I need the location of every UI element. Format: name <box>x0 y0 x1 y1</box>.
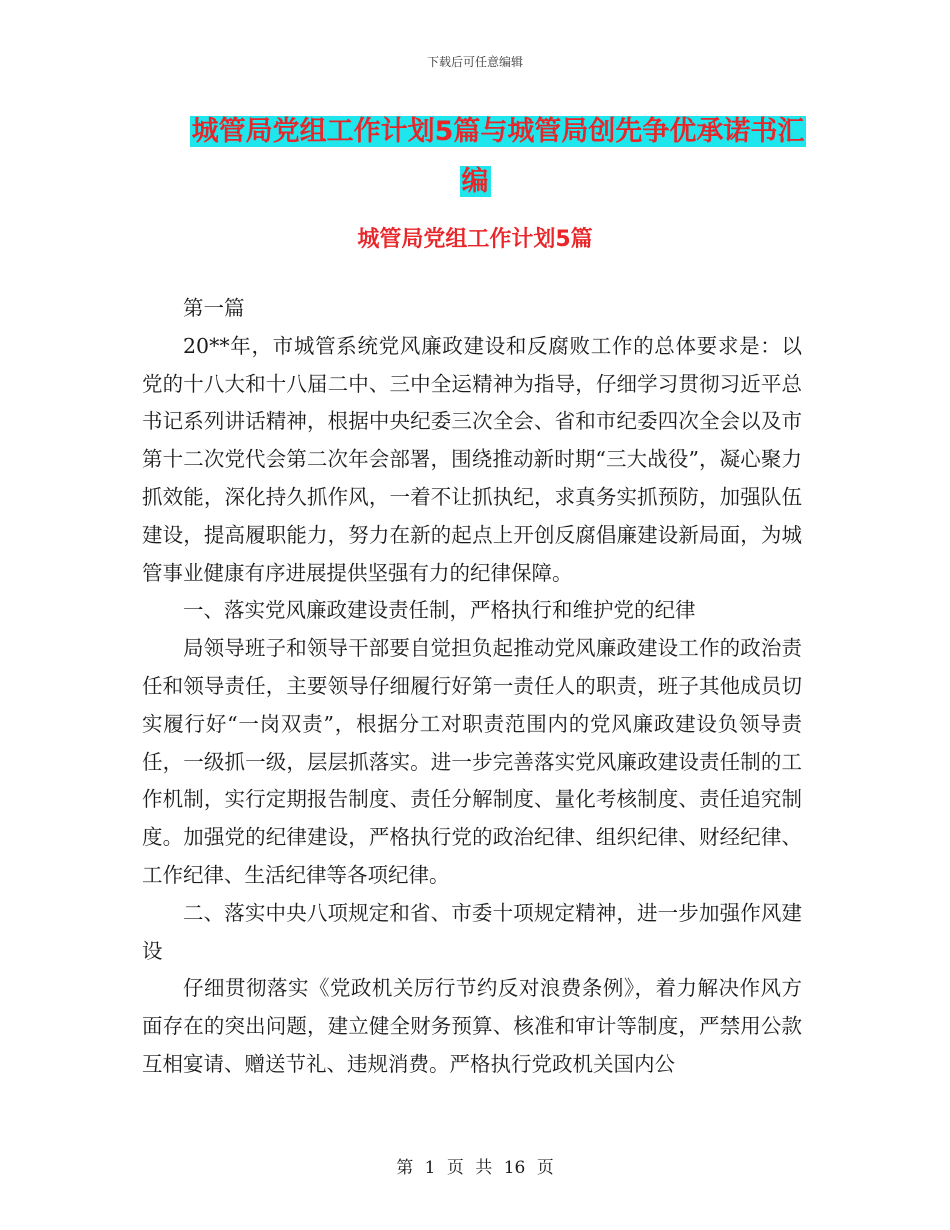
paragraph: 20**年，市城管系统党风廉政建设和反腐败工作的总体要求是：以党的十八大和十八届二中、三中全运精神为指导，仔细学习贯彻习近平总书记系列讲话精神，根据中央纪委三次全会、省和市纪委四次全会以及市第十二次党代会第二次年会部署，围绕推动新时期“三大战役”，凝心聚力抓效能，深化持久抓作风，一着不让抓执纪，求真务实抓预防，加强队伍建设，提高履职能力，努力在新的起点上开创反腐倡廉建设新局面，为城管事业健康有序进展提供坚强有力的纪律保障。 <box>142 333 802 585</box>
section-title: 城管局党组工作计划5篇 <box>357 227 593 252</box>
title-line-2-text: 编 <box>461 166 489 197</box>
title-line-1 <box>0 112 950 152</box>
paragraph: 第一篇 <box>183 296 245 320</box>
paragraph: 一、落实党风廉政建设责任制，严格执行和维护党的纪律 <box>183 598 696 623</box>
paragraph: 局领导班子和领导干部要自觉担负起推动党风廉政建设工作的政治责任和领导责任，主要领导仔细履行好第一责任人的职责，班子其他成员切实履行好“一岗双责”，根据分工对职责范围内的党风廉政建设负领导责任，一级抓一级，层层抓落实。进一步完善落实党风廉政建设责任制的工作机制，实行定期报告制度、责任分解制度、量化考核制度、责任追究制度。加强党的纪律建设，严格执行党的政治纪律、组织纪律、财经纪律、工作纪律、生活纪律等各项纪律。 <box>142 636 802 887</box>
title-line-2 <box>0 162 950 202</box>
page-number-footer: 第 1 页 共 16 页 <box>396 1158 554 1178</box>
paragraph: 仔细贯彻落实《党政机关厉行节约反对浪费条例》，着力解决作风方面存在的突出问题，建立健全财务预算、核准和审计等制度，严禁用公款互相宴请、赠送节礼、违规消费。严格执行党政机关国内公 <box>142 976 802 1076</box>
header-note: 下载后可任意编辑 <box>426 55 523 69</box>
title-line-1-text: 城管局党组工作计划5篇与城管局创先争优承诺书汇 <box>191 116 805 147</box>
document-title <box>0 112 950 202</box>
document-body <box>142 290 802 1084</box>
paragraph: 二、落实中央八项规定和省、市委十项规定精神，进一步加强作风建设 <box>142 900 802 963</box>
